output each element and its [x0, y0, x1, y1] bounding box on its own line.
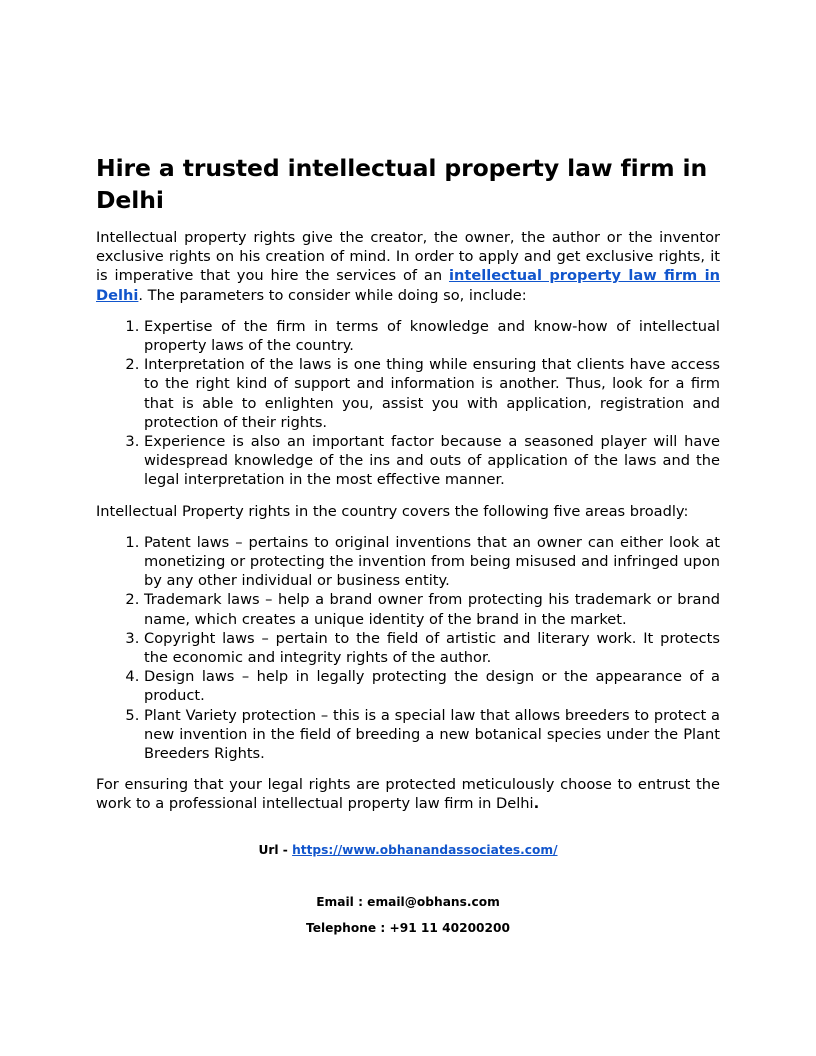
intro-paragraph [96, 228, 720, 305]
list-item: 3. Experience is also an important factor because a seasoned player will have widespread knowledge of the ins and outs of application of the laws and the legal interpretation in the most effective manner. [144, 432, 720, 490]
areas-list [96, 533, 720, 763]
email-line: Email : email@obhans.com [316, 895, 500, 909]
list-item: 4. Design laws – help in legally protecting the design or the appearance of a product. [144, 667, 720, 705]
list-item: 2. Trademark laws – help a brand owner from protecting his trademark or brand name, which creates a unique identity of the brand in the market. [144, 590, 720, 628]
list-item: 2. Interpretation of the laws is one thing while ensuring that clients have access to the right kind of support and information is another. Thus, look for a firm that is able to enlighten you, assist you with application, registration and protection of their rights. [144, 355, 720, 432]
telephone-line: Telephone : +91 11 40200200 [306, 921, 510, 935]
intro-text-before-link: Intellectual property rights give the creator, the owner, the author or the inventor exclusive rights on his creation of mind. In order to apply and get exclusive rights, it is imperative that you hire the services of an [96, 229, 720, 285]
parameters-list [96, 317, 720, 490]
conclusion-paragraph [96, 775, 720, 813]
law-firm-link[interactable]: intellectual property law firm in Delhi [96, 267, 720, 304]
page-title: Hire a trusted intellectual property law firm in Delhi [96, 154, 708, 214]
list-item: 5. Plant Variety protection – this is a special law that allows breeders to protect a new invention in the field of breeding a new botanical species under the Plant Breeders Rights. [144, 706, 720, 764]
website-link[interactable]: https://www.obhanandassociates.com/ [292, 843, 558, 857]
list-item: 1. Patent laws – pertains to original inventions that an owner can either look at monetizing or protecting the invention from being misused and infringed upon by any other individual or business entity. [144, 533, 720, 591]
conclusion-period: . [533, 795, 540, 813]
url-line [0, 842, 816, 858]
document-body [96, 152, 720, 826]
intro-text-after-link: . The parameters to consider while doing so, include: [138, 286, 527, 304]
list-item: 3. Copyright laws – pertain to the field of artistic and literary work. It protects the economic and integrity rights of the author. [144, 629, 720, 667]
areas-intro: Intellectual Property rights in the country covers the following five areas broadly: [96, 502, 689, 520]
url-label: Url - [258, 843, 293, 857]
conclusion-text: For ensuring that your legal rights are protected meticulously choose to entrust the work to a professional intellectual property law firm in Delhi [96, 776, 720, 813]
list-item: 1. Expertise of the firm in terms of knowledge and know-how of intellectual property laws of the country. [144, 317, 720, 355]
